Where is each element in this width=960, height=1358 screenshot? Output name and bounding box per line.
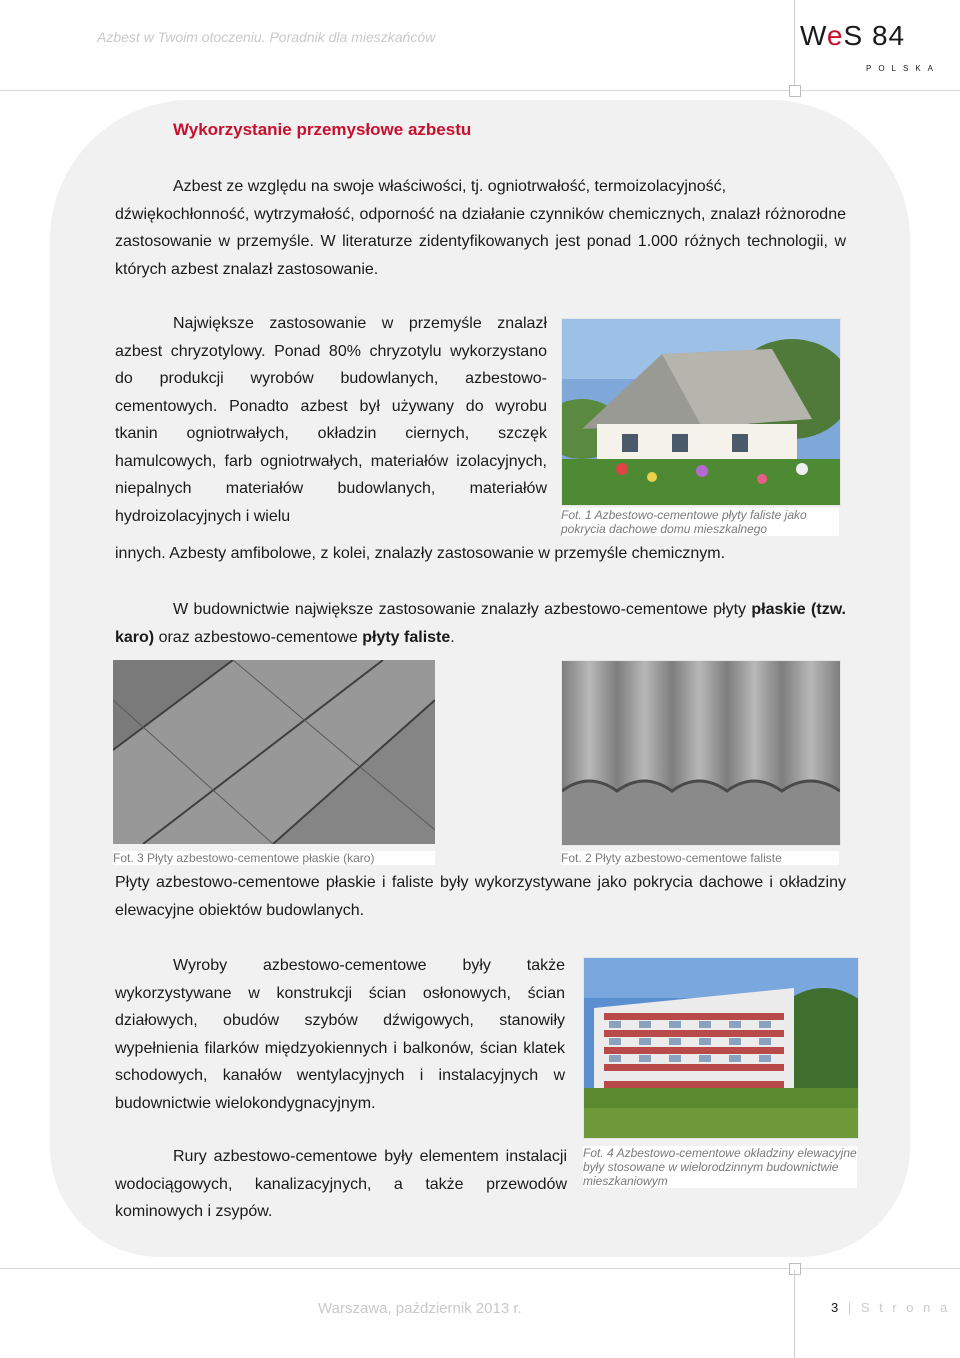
caption-photo-4: Fot. 4 Azbestowo-cementowe okładziny elewacyjne były stosowane w wielorodzinnym budownictwie mieszkaniowym (583, 1146, 857, 1188)
document-running-title: Azbest w Twoim otoczeniu. Poradnik dla mieszkańców (97, 29, 436, 45)
paragraph-construction: W budownictwie największe zastosowanie znalazły azbestowo-cementowe płyty płaskie (tzw. karo) oraz azbestowo-cementowe płyty faliste. (115, 601, 847, 646)
paragraph-intro (115, 173, 846, 283)
page-number (831, 1300, 950, 1315)
paragraph-amphibole: innych. Azbesty amfibolowe, z kolei, znalazły zastosowanie w przemyśle chemicznym. (115, 545, 726, 562)
footer-square-marker (789, 1263, 801, 1275)
paragraph-chrysotile: Największe zastosowanie w przemyśle znalazł azbest chryzotylowy. Ponad 80% chryzotylu wykorzystano do produkcji wyrobów budowlanych, azbestowo-cementowych. Ponadto azbest był używany do wyrobu tkanin ogniotrwałych, okładzin ciernych, szczęk hamulcowych, farb ogniotrwałych, materiałów izolacyjnych, niepalnych materiałów budowlanych, materiałów hydroizolacyjnych i wielu (115, 315, 547, 525)
logo-wordmark: WeS 84 (800, 20, 906, 51)
section-heading: Wykorzystanie przemysłowe azbestu (173, 120, 472, 139)
header-divider (0, 90, 960, 91)
caption-photo-3: Fot. 3 Płyty azbestowo-cementowe płaskie (karo) (113, 851, 435, 865)
flat-sheets-illustration (113, 660, 435, 844)
paragraph-intro-rest: dźwiękochłonność, wytrzymałość, odporność na działanie czynników chemicznych, znalazł różnorodne zastosowanie w przemyśle. W literaturze zidentyfikowanych jest ponad 1.000 różnych technologii, w których azbest znalazł zastosowanie. (115, 205, 846, 278)
footer-divider-vertical (794, 1270, 795, 1358)
paragraph-intro-first-line: Azbest ze względu na swoje właściwości, tj. ogniotrwałość, termoizolacyjność, (173, 178, 727, 195)
corrugated-sheets-illustration (562, 661, 840, 845)
photo-house-corrugated-roof (561, 318, 841, 506)
header-divider-vertical (794, 0, 795, 90)
footer-date: Warszawa, październik 2013 r. (318, 1300, 522, 1317)
paragraph-walls: Wyroby azbestowo-cementowe były także wykorzystywane w konstrukcji ścian osłonowych, ścian działowych, obudów szybów dźwigowych, stanowiły wypełnienia filarków międzyokiennych i balkonów, ścian klatek schodowych, kanałów wentylacyjnych i instalacyjnych w budownictwie wielokondygnacyjnym. (115, 957, 565, 1112)
footer-divider (0, 1268, 960, 1269)
apartment-illustration (584, 958, 858, 1138)
photo-flat-diamond-sheets (113, 660, 435, 844)
emphasis-flat-sheets: płaskie (tzw. karo) (115, 601, 847, 646)
house-illustration (562, 319, 840, 505)
caption-photo-1: Fot. 1 Azbestowo-cementowe płyty faliste jako pokrycia dachowe domu mieszkalnego (561, 508, 839, 536)
logo-subtitle: POLSKA (866, 64, 941, 73)
photo-apartment-block (583, 957, 859, 1139)
page-number-value: 3 (831, 1300, 842, 1315)
caption-photo-2: Fot. 2 Płyty azbestowo-cementowe faliste (561, 851, 839, 865)
paragraph-roofing-usage: Płyty azbestowo-cementowe płaskie i faliste były wykorzystywane jako pokrycia dachowe i okładziny elewacyjne obiektów budowlanych. (115, 874, 846, 919)
photo-corrugated-sheets (561, 660, 841, 846)
company-logo (800, 20, 941, 73)
page-label: | S t r o n a (841, 1300, 951, 1315)
paragraph-pipes: Rury azbestowo-cementowe były elementem instalacji wodociągowych, kanalizacyjnych, a także przewodów kominowych i zsypów. (115, 1148, 567, 1220)
emphasis-corrugated-sheets: płyty faliste (362, 628, 451, 646)
divider-square-marker (789, 85, 801, 97)
